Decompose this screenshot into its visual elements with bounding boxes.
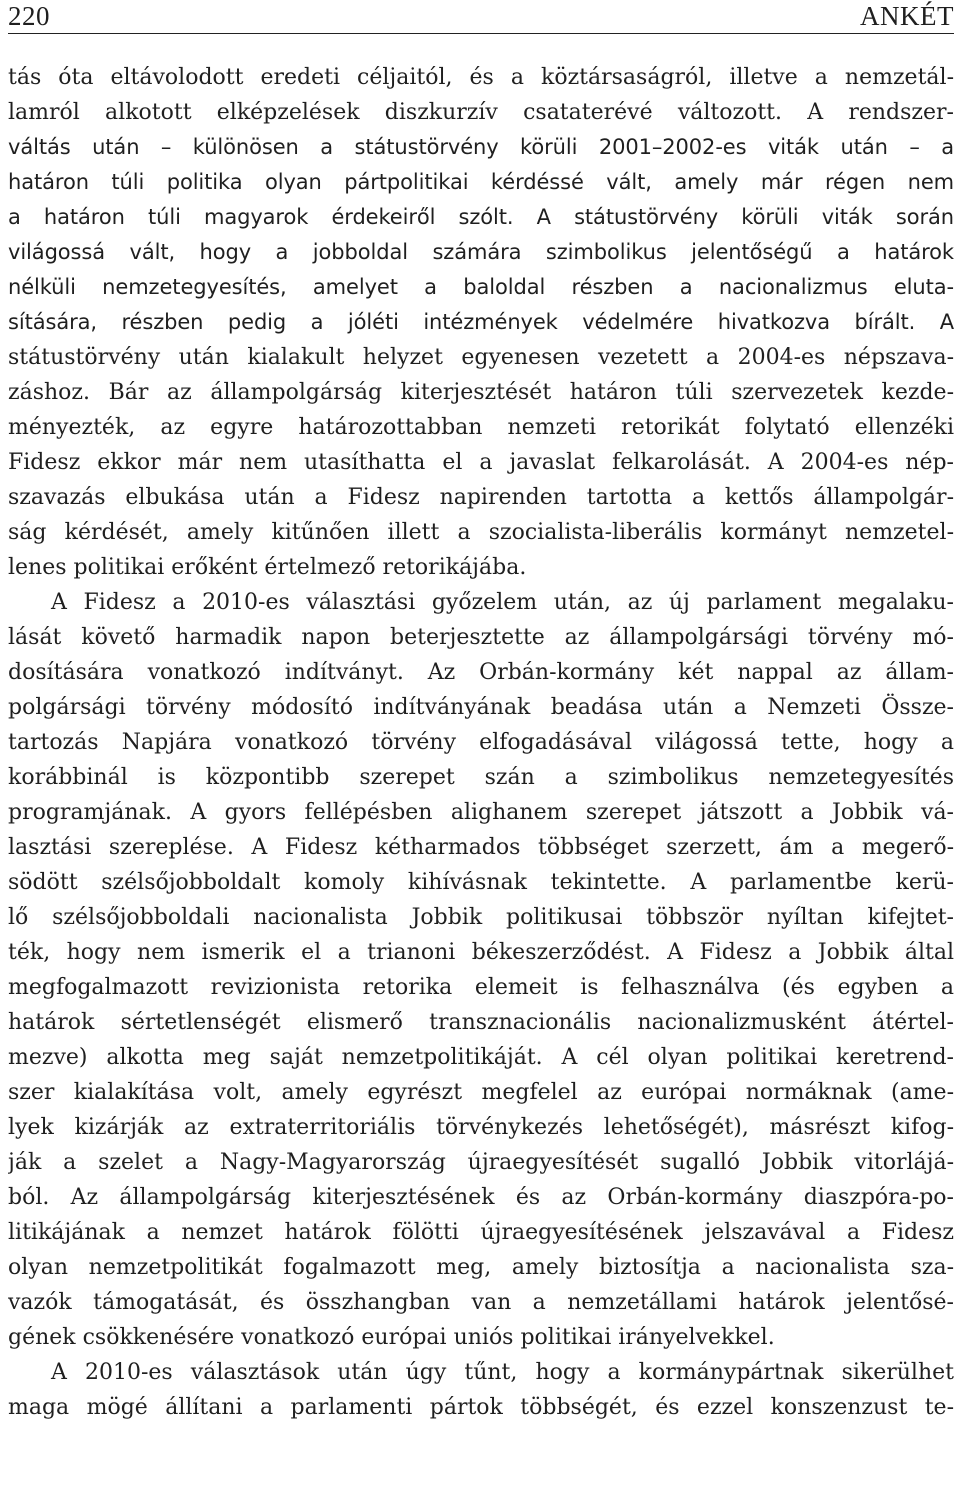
text-line: lasztási szereplése. A Fidesz kétharmados többséget szerzett, ám a megerő-: [8, 835, 954, 860]
text-line: polgársági törvény módosító indítványának beadása után a Nemzeti Össze-: [8, 695, 954, 720]
text-line: záshoz. Bár az állampolgárság kiterjesztését határon túli szervezetek kezde-: [8, 380, 954, 405]
text-line: ték, hogy nem ismerik el a trianoni békeszerződést. A Fidesz a Jobbik által: [8, 940, 954, 965]
page-number: 220: [8, 1, 50, 31]
text-line: södött szélsőjobboldalt komoly kihívásnak tekintette. A parlamentbe kerü-: [8, 870, 954, 895]
text-line: dosítására vonatkozó indítványt. Az Orbán-kormány két nappal az állam-: [8, 660, 954, 685]
text-line: megfogalmazott revizionista retorika elemeit is felhasználva (és egyben a: [8, 975, 954, 1000]
text-line: vazók támogatását, és összhangban van a nemzetállami határok jelentősé-: [8, 1290, 954, 1315]
text-line: ság kérdését, amely kitűnően illett a szocialista-liberális kormányt nemzetel-: [8, 520, 954, 545]
text-line: programjának. A gyors fellépésben alighanem szerepet játszott a Jobbik vá-: [8, 800, 954, 825]
body-text: [8, 60, 954, 1425]
text-line: olyan nemzetpolitikát fogalmazott meg, amely biztosítja a nacionalista sza-: [8, 1255, 954, 1280]
text-line: lását követő harmadik napon beterjesztette az állampolgársági törvény mó-: [8, 625, 954, 650]
document-page: [8, 0, 954, 1502]
text-line: tás óta eltávolodott eredeti céljaitól, és a köztársaságról, illetve a nemzetál-: [8, 65, 954, 90]
text-line: lamról alkotott elképzelések diszkurzív csataterévé változott. A rendszer-: [8, 100, 954, 125]
text-line: szer kialakítása volt, amely egyrészt megfelel az európai normáknak (ame-: [8, 1080, 954, 1105]
text-line: gének csökkenésére vonatkozó európai uniós politikai irányelvekkel.: [8, 1325, 775, 1350]
text-line: világossá vált, hogy a jobboldal számára szimbolikus jelentőségű a határok: [8, 240, 954, 264]
text-line: ják a szelet a Nagy-Magyarország újraegyesítését sugalló Jobbik vitorlájá-: [8, 1150, 954, 1175]
text-line: ményezték, az egyre határozottabban nemzeti retorikát folytató ellenzéki: [8, 415, 954, 440]
text-line: mezve) alkotta meg saját nemzetpolitikáját. A cél olyan politikai keretrend-: [8, 1045, 954, 1070]
text-line: státustörvény után kialakult helyzet egyenesen vezetett a 2004-es népszava-: [8, 345, 954, 370]
text-line: szavazás elbukása után a Fidesz napirenden tartotta a kettős állampolgár-: [8, 485, 954, 510]
text-line: lyek kizárják az extraterritoriális törvénykezés lehetőségét), másrészt kifog-: [8, 1115, 954, 1140]
text-line: korábbinál is központibb szerepet szán a szimbolikus nemzetegyesítés: [8, 765, 954, 790]
text-line: lő szélsőjobboldali nacionalista Jobbik politikusai többször nyíltan kifejtet-: [8, 905, 954, 930]
text-line: lenes politikai erőként értelmező retorikájába.: [8, 555, 527, 580]
running-header: [8, 0, 954, 34]
text-line: határon túli politika olyan pártpolitikai kérdéssé vált, amely már régen nem: [8, 170, 954, 194]
text-line: sítására, részben pedig a jóléti intézmények védelmére hivatkozva bírált. A: [8, 310, 954, 334]
section-title: ANKÉT: [860, 1, 954, 31]
text-line: maga mögé állítani a parlamenti pártok többségét, és ezzel konszenzust te-: [8, 1395, 954, 1420]
text-line: határok sértetlenségét elismerő transznacionális nacionalizmusként átértel-: [8, 1010, 954, 1035]
text-line: litikájának a nemzet határok fölötti újraegyesítésének jelszavával a Fidesz: [8, 1220, 954, 1245]
text-line: váltás után – különösen a státustörvény körüli 2001–2002-es viták után – a: [8, 135, 954, 159]
text-line: A 2010-es választások után úgy tűnt, hogy a kormánypártnak sikerülhet: [51, 1360, 954, 1385]
text-line: a határon túli magyarok érdekeiről szólt. A státustörvény körüli viták során: [8, 205, 954, 229]
text-line: ból. Az állampolgárság kiterjesztésének és az Orbán-kormány diaszpóra-po-: [8, 1185, 954, 1210]
text-line: nélküli nemzetegyesítés, amelyet a baloldal részben a nacionalizmus eluta-: [8, 275, 954, 299]
text-line: A Fidesz a 2010-es választási győzelem után, az új parlament megalaku-: [51, 590, 954, 615]
text-line: Fidesz ekkor már nem utasíthatta el a javaslat felkarolását. A 2004-es nép-: [8, 450, 954, 475]
text-line: tartozás Napjára vonatkozó törvény elfogadásával világossá tette, hogy a: [8, 730, 954, 755]
